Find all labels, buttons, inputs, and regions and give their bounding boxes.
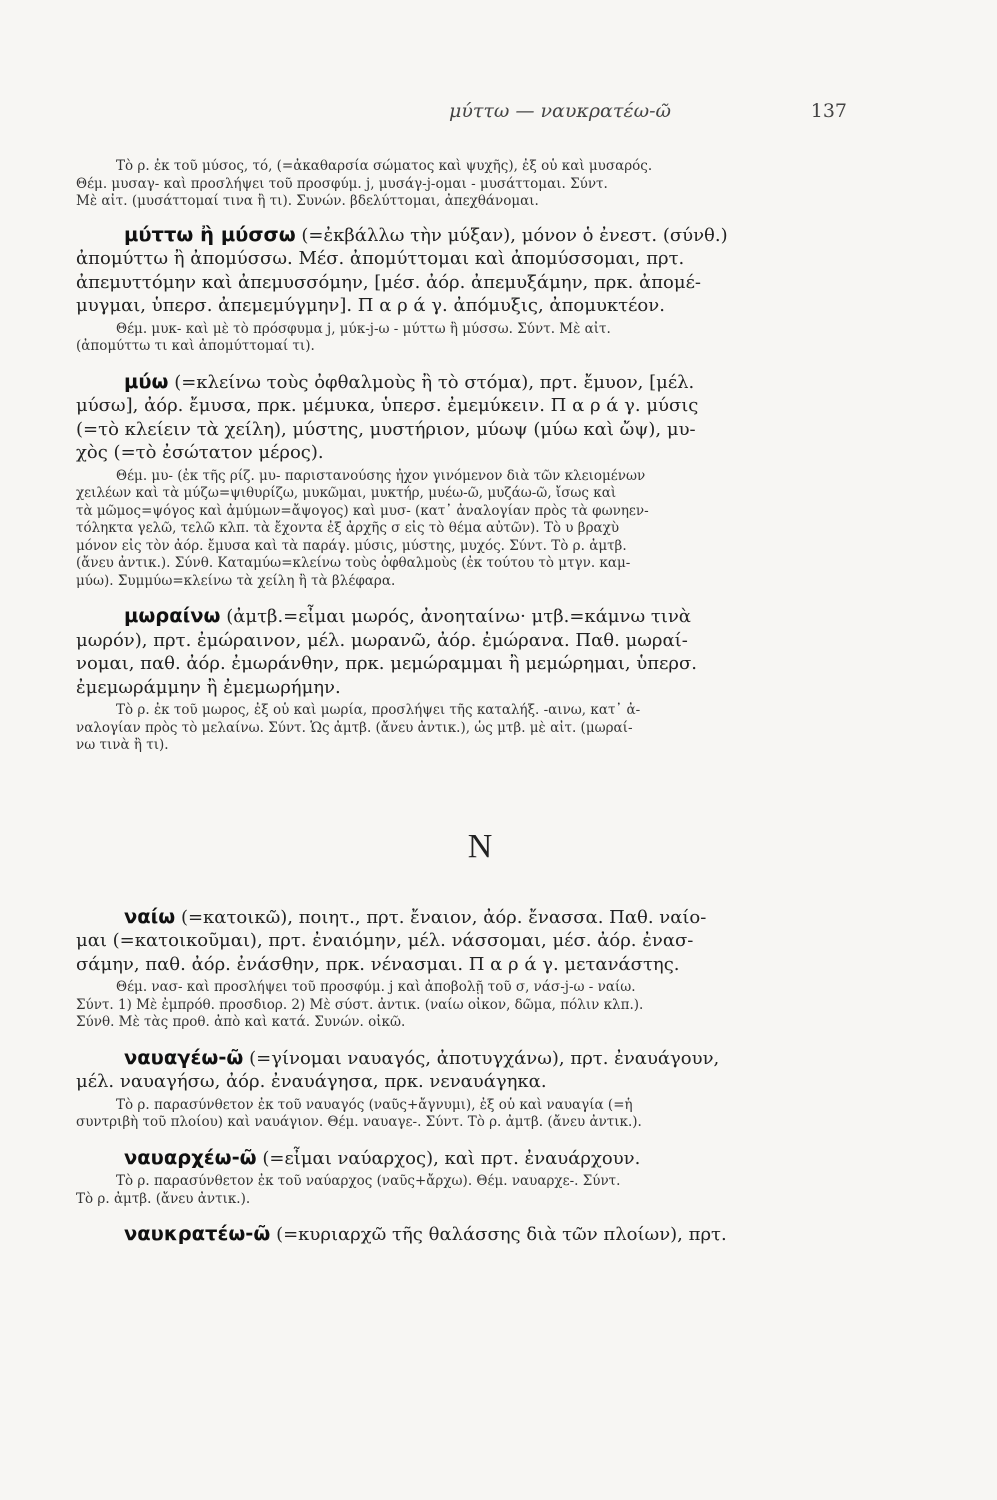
page-header bbox=[0, 100, 997, 130]
entry-line: μέλ. ναυαγήσω, ἀόρ. ἐναυάγησα, πρκ. νεναυάγηκα. bbox=[76, 1071, 547, 1092]
note-line: Τὸ ρ. ἐκ τοῦ μωρος, ἐξ οὗ καὶ μωρία, προσλήψει τῆς καταλήξ. -αινω, κατ᾽ ἀ- bbox=[116, 702, 641, 718]
running-head: μύττω — ναυκρατέω-ῶ bbox=[449, 100, 671, 122]
note-line: (ἄνευ ἀντικ.). Σύνθ. Καταμύω=κλείνω τοὺς ὀφθαλμοὺς (ἐκ τούτου τὸ μτγν. καμ- bbox=[76, 555, 631, 571]
note-line: Θέμ. μυκ- καὶ μὲ τὸ πρόσφυμα j, μύκ-j-ω - μύττω ἢ μύσσω. Σύντ. Μὲ αἰτ. bbox=[116, 320, 611, 337]
note-line: Τὸ ρ. ἐκ τοῦ μύσος, τό, (=ἀκαθαρσία σώματος καὶ ψυχῆς), ἐξ οὗ καὶ μυσαρός. bbox=[116, 158, 653, 174]
entry-line: (=ἐκβάλλω τὴν μύξαν), μόνον ὁ ἐνεστ. (σύνθ.) bbox=[295, 224, 728, 246]
note-line: Θέμ. μυ- (ἐκ τῆς ρίζ. μυ- παριστανούσης ἦχον γινόμενον διὰ τῶν κλειομένων bbox=[116, 467, 646, 484]
entry-line: μωρόν), πρτ. ἐμώραινον, μέλ. μωρανῶ, ἀόρ. ἐμώρανα. Παθ. μωραί- bbox=[76, 629, 688, 651]
note-line: Θέμ. μυσαγ- καὶ προσλήψει τοῦ προσφύμ. j, μυσάγ-j-ομαι - μυσάττομαι. Σύντ. bbox=[76, 175, 608, 192]
entry-line: (=τὸ κλείειν τὰ χείλη), μύστης, μυστήριον, μύωψ (μύω καὶ ὤψ), μυ- bbox=[76, 418, 696, 440]
note-line: Τὸ ρ. παρασύνθετον ἐκ τοῦ ναυαγός (ναῦς+ἄγνυμι), ἐξ οὗ καὶ ναυαγία (=ἡ bbox=[116, 1096, 633, 1113]
entry-line: μύσω], ἀόρ. ἔμυσα, πρκ. μέμυκα, ὑπερσ. ἐμεμύκειν. Π α ρ ά γ. μύσις bbox=[76, 395, 699, 416]
headword: ναυαγέω-ῶ bbox=[124, 1045, 244, 1069]
entry-line: σάμην, παθ. ἀόρ. ἐνάσθην, πρκ. νένασμαι. Π α ρ ά γ. μετανάστης. bbox=[76, 953, 680, 975]
note-line: τόληκτα γελῶ, τελῶ κλπ. τὰ ἔχοντα ἐξ ἀρχῆς σ εἰς τὸ θέμα αὐτῶν). Τὸ υ βραχὺ bbox=[76, 520, 620, 536]
headword: μύττω ἢ μύσσω bbox=[124, 222, 296, 246]
note-line: Σύντ. 1) Μὲ ἐμπρόθ. προσδιορ. 2) Μὲ σύστ. ἀντικ. (ναίω οἶκον, δῶμα, πόλιν κλπ.). bbox=[76, 996, 644, 1013]
entry-line: (=κατοικῶ), ποιητ., πρτ. ἔναιον, ἀόρ. ἔνασσα. Παθ. ναίο- bbox=[175, 906, 707, 928]
entry-line: (ἀμτβ.=εἶμαι μωρός, ἀνοηταίνω· μτβ.=κάμνω τινὰ bbox=[220, 606, 691, 627]
entry-line: (=κλείνω τοὺς ὀφθαλμοὺς ἢ τὸ στόμα), πρτ. ἔμυον, [μέλ. bbox=[168, 371, 695, 393]
note-line: συντριβὴ τοῦ πλοίου) καὶ ναυάγιον. Θέμ. ναυαγε-. Σύντ. Τὸ ρ. ἀμτβ. (ἄνευ ἀντικ.). bbox=[76, 1114, 642, 1130]
note-line: (ἀπομύττω τι καὶ ἀπομύττομαί τι). bbox=[76, 338, 315, 354]
entry-naiw bbox=[76, 905, 848, 977]
headword: ναυαρχέω-ῶ bbox=[124, 1145, 257, 1169]
note-line: Τὸ ρ. ἀμτβ. (ἄνευ ἀντικ.). bbox=[76, 1190, 251, 1207]
note-line: Τὸ ρ. παρασύνθετον ἐκ τοῦ ναύαρχος (ναῦς+ἄρχω). Θέμ. ναυαρχε-. Σύντ. bbox=[116, 1173, 621, 1189]
entry-myttw bbox=[76, 223, 848, 318]
note-line: χειλέων καὶ τὰ μύζω=ψιθυρίζω, μυκῶμαι, μυκτήρ, μυέω-ῶ, μυζάω-ῶ, ἴσως καὶ bbox=[76, 485, 617, 501]
headword: ναίω bbox=[124, 904, 176, 928]
note-line: μύω). Συμμύω=κλείνω τὰ χείλη ἢ τὰ βλέφαρα. bbox=[76, 572, 396, 589]
etymology-note bbox=[76, 321, 848, 356]
note-line: Σύνθ. Μὲ τὰς προθ. ἀπὸ καὶ κατά. Συνών. οἰκῶ. bbox=[76, 1014, 406, 1030]
etymology-note bbox=[76, 979, 848, 1032]
entry-line: (=γίνομαι ναυαγός, ἀποτυγχάνω), πρτ. ἐναυάγουν, bbox=[243, 1047, 720, 1069]
etymology-note bbox=[76, 1097, 848, 1132]
page-body bbox=[76, 158, 848, 1247]
entry-line: μαι (=κατοικοῦμαι), πρτ. ἐναιόμην, μέλ. νάσσομαι, μέσ. ἀόρ. ἐνασ- bbox=[76, 930, 694, 951]
entry-line: (=κυριαρχῶ τῆς θαλάσσης διὰ τῶν πλοίων), πρτ. bbox=[270, 1224, 727, 1245]
entry-nauagew bbox=[76, 1046, 848, 1094]
entry-line: ἀπεμυττόμην καὶ ἀπεμυσσόμην, [μέσ. ἀόρ. ἀπεμυξάμην, πρκ. ἀπομέ- bbox=[76, 271, 701, 293]
entry-line: ἐμεμωράμμην ἢ ἐμεμωρήμην. bbox=[76, 676, 341, 698]
note-line: Θέμ. νασ- καὶ προσλήψει τοῦ προσφύμ. j καὶ ἀποβολῇ τοῦ σ, νάσ-j-ω - ναίω. bbox=[116, 979, 636, 995]
entry-myw bbox=[76, 370, 848, 465]
entry-nauarxew bbox=[76, 1146, 848, 1171]
etymology-note bbox=[76, 468, 848, 591]
entry-line: μυγμαι, ὑπερσ. ἀπεμεμύγμην]. Π α ρ ά γ. ἀπόμυξις, ἀπομυκτέον. bbox=[76, 295, 665, 316]
note-line: μόνον εἰς τὸν ἀόρ. ἔμυσα καὶ τὰ παράγ. μύσις, μύστης, μυχός. Σύντ. Τὸ ρ. ἀμτβ. bbox=[76, 537, 627, 554]
entry-mwrainw bbox=[76, 604, 848, 699]
headword: μύω bbox=[124, 369, 169, 393]
note-line: ναλογίαν πρὸς τὸ μελαίνω. Σύντ. Ὡς ἀμτβ. (ἄνευ ἀντικ.), ὡς μτβ. μὲ αἰτ. (μωραί- bbox=[76, 719, 633, 736]
etymology-note bbox=[76, 158, 848, 211]
etymology-note bbox=[76, 702, 848, 755]
headword: ναυκρατέω-ῶ bbox=[124, 1222, 271, 1245]
note-line: Μὲ αἰτ. (μυσάττομαί τινα ἢ τι). Συνών. βδελύττομαι, ἀπεχθάνομαι. bbox=[76, 193, 539, 209]
entry-line: (=εἶμαι ναύαρχος), καὶ πρτ. ἐναυάρχουν. bbox=[256, 1147, 641, 1169]
entry-line: χὸς (=τὸ ἐσώτατον μέρος). bbox=[76, 442, 324, 463]
entry-line: ἀπομύττω ἢ ἀπομύσσω. Μέσ. ἀπομύττομαι καὶ ἀπομύσσομαι, πρτ. bbox=[76, 248, 685, 269]
entry-line: νομαι, παθ. ἀόρ. ἐμωράνθην, πρκ. μεμώραμμαι ἢ μεμώρημαι, ὑπερσ. bbox=[76, 653, 698, 674]
page-number: 137 bbox=[810, 100, 847, 122]
headword: μωραίνω bbox=[124, 604, 221, 627]
etymology-note bbox=[76, 1173, 848, 1208]
section-letter: Ν bbox=[467, 827, 493, 865]
note-line: νω τινὰ ἢ τι). bbox=[76, 737, 169, 753]
entry-naukratew bbox=[76, 1222, 848, 1247]
note-line: τὰ μῶμος=ψόγος καὶ ἀμύμων=ἄψογος) καὶ μυσ- (κατ᾽ ἀναλογίαν πρὸς τὰ φωνηεν- bbox=[76, 502, 649, 519]
